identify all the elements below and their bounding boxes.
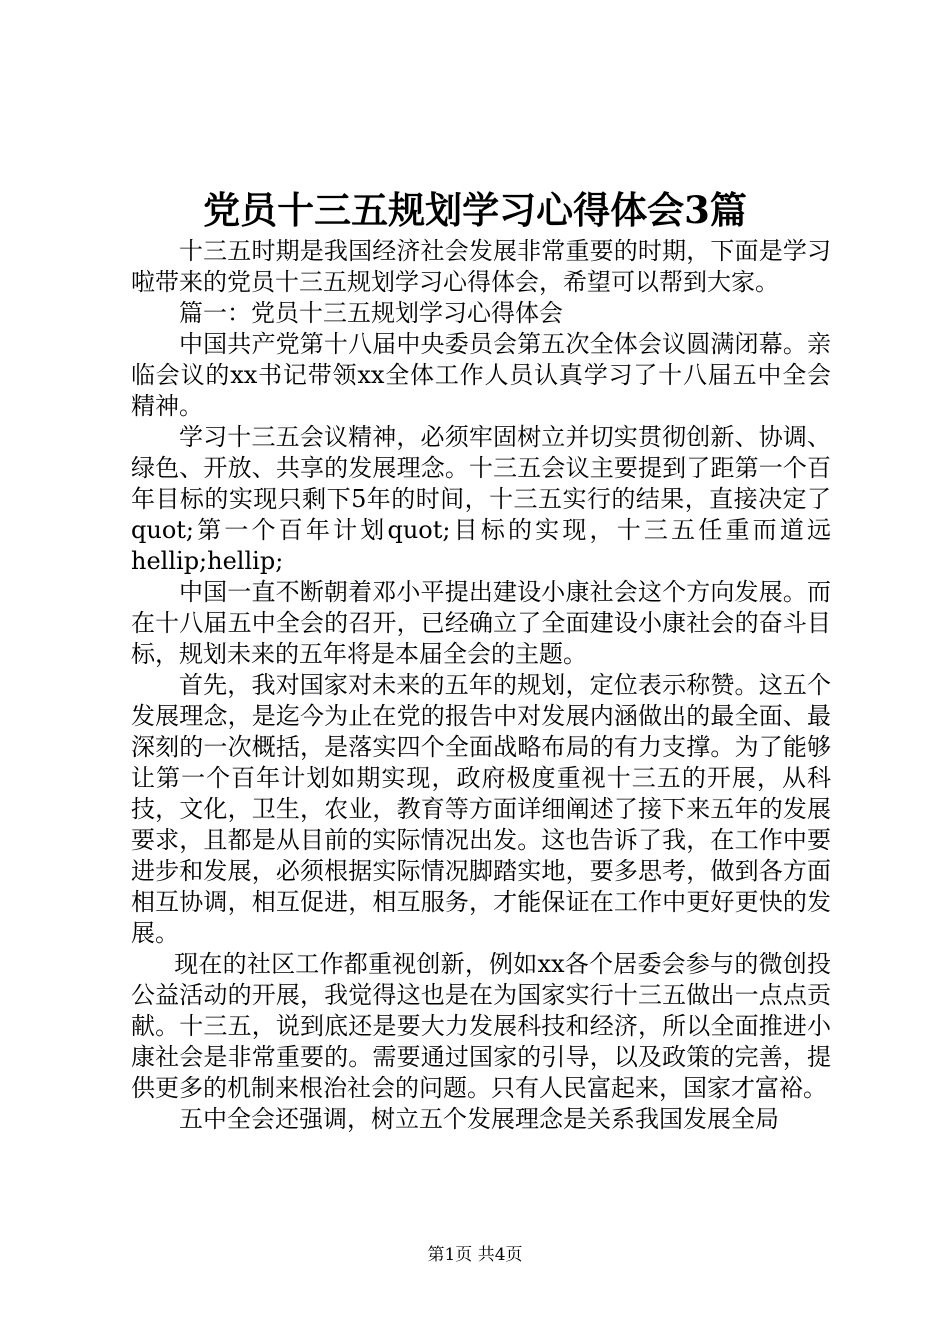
page-number-footer: 第1页 共4页: [427, 1245, 523, 1265]
paragraph: 中国共产党第十八届中央委员会第五次全体会议圆满闭幕。亲临会议的xx书记带领xx全体工作人员认真学习了十八届五中全会精神。: [131, 330, 831, 420]
document-title: 党员十三五规划学习心得体会3篇: [203, 188, 747, 232]
paragraph-intro: 十三五时期是我国经济社会发展非常重要的时期，下面是学习啦带来的党员十三五规划学习心得体会，希望可以帮到大家。: [131, 237, 831, 296]
paragraph: 学习十三五会议精神，必须牢固树立并切实贯彻创新、协调、绿色、开放、共享的发展理念。十三五会议主要提到了距第一个百年目标的实现只剩下5年的时间，十三五实行的结果，直接决定了quot;第一个百年计划quot;目标的实现，十三五任重而道远hellip;hellip;: [131, 423, 831, 575]
paragraph: 五中全会还强调，树立五个发展理念是关系我国发展全局: [179, 1105, 779, 1133]
paragraph: 现在的社区工作都重视创新，例如xx各个居委会参与的微创投公益活动的开展，我觉得这也是在为国家实行十三五做出一点点贡献。十三五，说到底还是要大力发展科技和经济，所以全面推进小康社会是非常重要的。需要通过国家的引导，以及政策的完善，提供更多的机制来根治社会的问题。只有人民富起来，国家才富裕。: [131, 950, 831, 1102]
paragraph: 中国一直不断朝着邓小平提出建设小康社会这个方向发展。而在十八届五中全会的召开，已经确立了全面建设小康社会的奋斗目标，规划未来的五年将是本届全会的主题。: [131, 578, 831, 668]
document-body: [131, 236, 831, 1135]
section-heading: 篇一：党员十三五规划学习心得体会: [179, 299, 563, 327]
paragraph: 首先，我对国家对未来的五年的规划，定位表示称赞。这五个发展理念，是迄今为止在党的报告中对发展内涵做出的最全面、最深刻的一次概括，是落实四个全面战略布局的有力支撑。为了能够让第一个百年计划如期实现，政府极度重视十三五的开展，从科技，文化，卫生，农业，教育等方面详细阐述了接下来五年的发展要求，且都是从目前的实际情况出发。这也告诉了我，在工作中要进步和发展，必须根据实际情况脚踏实地，要多思考，做到各方面相互协调，相互促进，相互服务，才能保证在工作中更好更快的发展。: [131, 671, 831, 947]
